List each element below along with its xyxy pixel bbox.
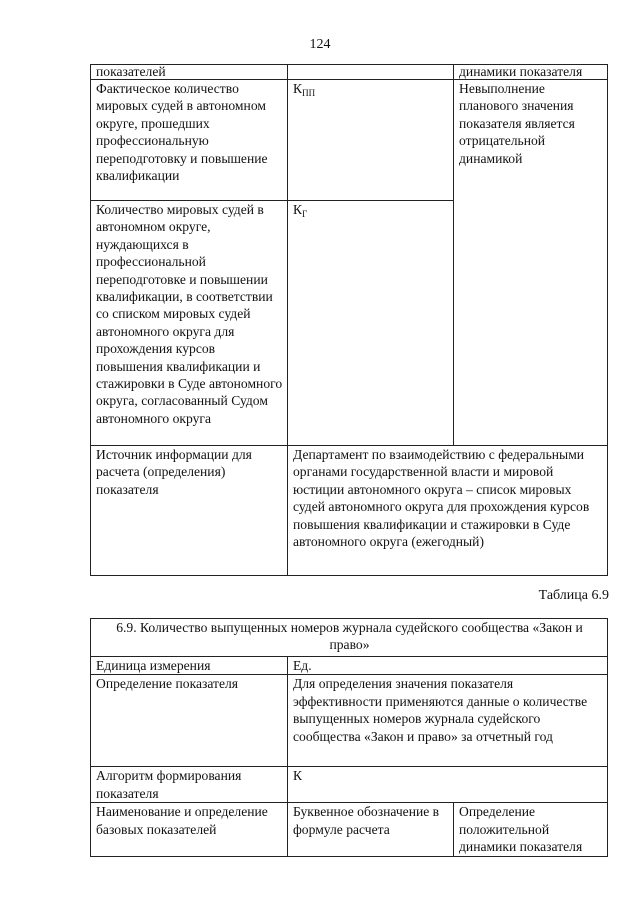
header-cell-dynamics: динамики показателя <box>454 65 608 80</box>
symbol-subscript: Г <box>302 209 308 219</box>
table-row <box>91 803 608 857</box>
table-row <box>91 767 608 803</box>
unit-value: Ед. <box>288 657 608 675</box>
source-label: Источник информации для расчета (определения) показателя <box>91 446 288 576</box>
source-value: Департамент по взаимодействию с федеральными органами государственной власти и мировой юстиции автономного округа – список мировых судей автономного округа для прохождения курсов повышения квалификации и стажировки в Суде автономного округа (ежегодный) <box>288 446 608 576</box>
indicator-title: 6.9. Количество выпущенных номеров журнала судейского сообщества «Закон и право» <box>91 619 608 657</box>
symbol-subscript: ПП <box>302 88 316 98</box>
header-cell-indicators: показателей <box>91 65 288 80</box>
algorithm-value: К <box>288 767 608 803</box>
algorithm-label: Алгоритм формирования показателя <box>91 767 288 803</box>
base-header-symbol: Буквенное обозначение в формуле расчета <box>288 803 454 857</box>
symbol-base: К <box>293 202 303 217</box>
base-indicator-name: Количество мировых судей в автономном округе, нуждающихся в профессиональной переподготовке и повышении квалификации, в соответствии со списком мировых судей автономного округа для прохождения курсов повышения квалификации и стажировки в Суде автономного округа, согласованный Судом автономного округа <box>91 201 288 446</box>
table-row <box>91 619 608 657</box>
indicator-table-6-9 <box>90 618 608 857</box>
definition-value: Для определения значения показателя эффективности применяются данные о количестве выпущенных номеров журнала судейского сообщества «Закон и право» за отчетный год <box>288 675 608 767</box>
base-header-dynamics: Определение положительной динамики показателя <box>454 803 608 857</box>
symbol-base: К <box>293 81 303 96</box>
table-row <box>91 657 608 675</box>
table-row <box>91 80 608 201</box>
base-indicator-name: Фактическое количество мировых судей в автономном округе, прошедших профессиональную переподготовку и повышение квалификации <box>91 80 288 201</box>
base-header-name: Наименование и определение базовых показателей <box>91 803 288 857</box>
page-number: 124 <box>309 37 331 52</box>
dynamics-definition: Невыполнение планового значения показателя является отрицательной динамикой <box>454 80 608 446</box>
table-caption: Таблица 6.9 <box>538 588 609 603</box>
table-row <box>91 446 608 576</box>
indicator-table-6-8 <box>90 64 608 576</box>
unit-label: Единица измерения <box>91 657 288 675</box>
base-indicator-symbol <box>288 201 454 446</box>
header-cell-symbol <box>288 65 454 80</box>
table-row <box>91 675 608 767</box>
table-row <box>91 65 608 80</box>
definition-label: Определение показателя <box>91 675 288 767</box>
base-indicator-symbol <box>288 80 454 201</box>
